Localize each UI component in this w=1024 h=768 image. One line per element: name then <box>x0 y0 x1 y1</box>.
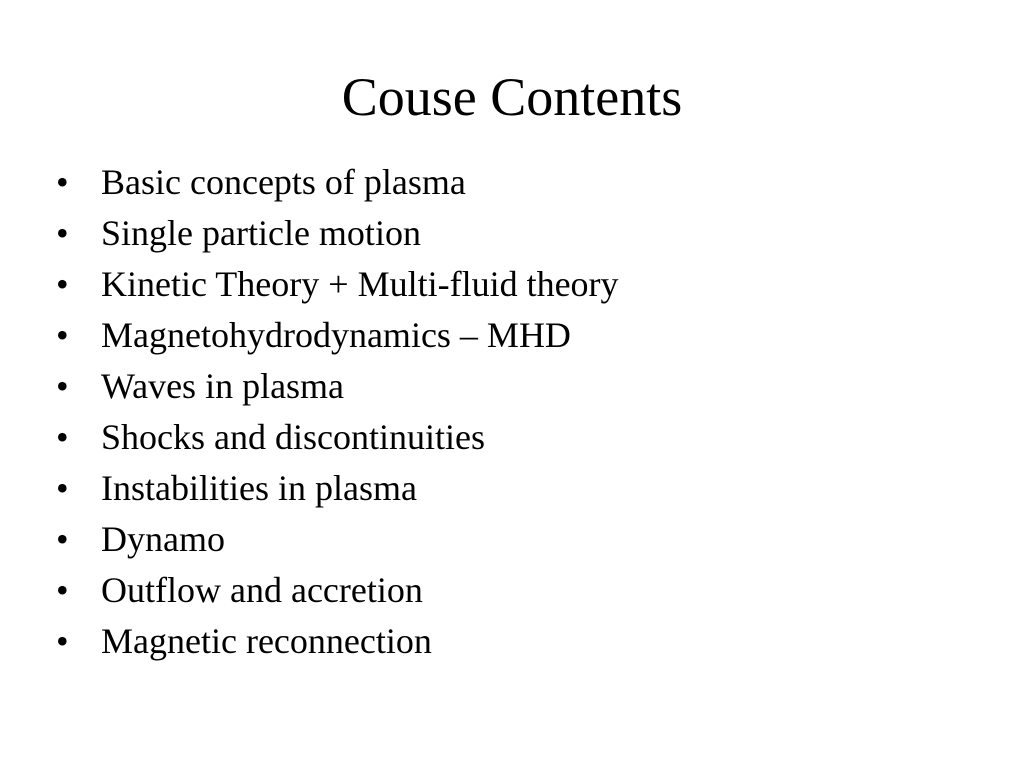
slide-title: Couse Contents <box>341 67 683 127</box>
list-item-text: Instabilities in plasma <box>101 468 417 508</box>
bullet-icon: • <box>56 417 69 457</box>
list-item-text: Kinetic Theory + Multi-fluid theory <box>101 264 619 304</box>
list-item-text: Outflow and accretion <box>101 570 423 610</box>
bullet-icon: • <box>56 570 69 610</box>
list-item-text: Shocks and discontinuities <box>101 417 485 457</box>
list-item-text: Waves in plasma <box>101 366 345 406</box>
bullet-icon: • <box>56 315 69 355</box>
list-item-text: Dynamo <box>101 519 225 559</box>
list-item-text: Magnetic reconnection <box>101 621 432 661</box>
bullet-icon: • <box>56 264 69 304</box>
bullet-icon: • <box>56 519 69 559</box>
list-item-text: Basic concepts of plasma <box>101 162 466 202</box>
bullet-icon: • <box>56 162 69 202</box>
list-item-text: Single particle motion <box>101 213 421 253</box>
bullet-icon: • <box>56 468 69 508</box>
bullet-icon: • <box>56 621 69 661</box>
bullet-icon: • <box>56 213 69 253</box>
bullet-icon: • <box>56 366 69 406</box>
list-item-text: Magnetohydrodynamics – MHD <box>101 315 571 355</box>
